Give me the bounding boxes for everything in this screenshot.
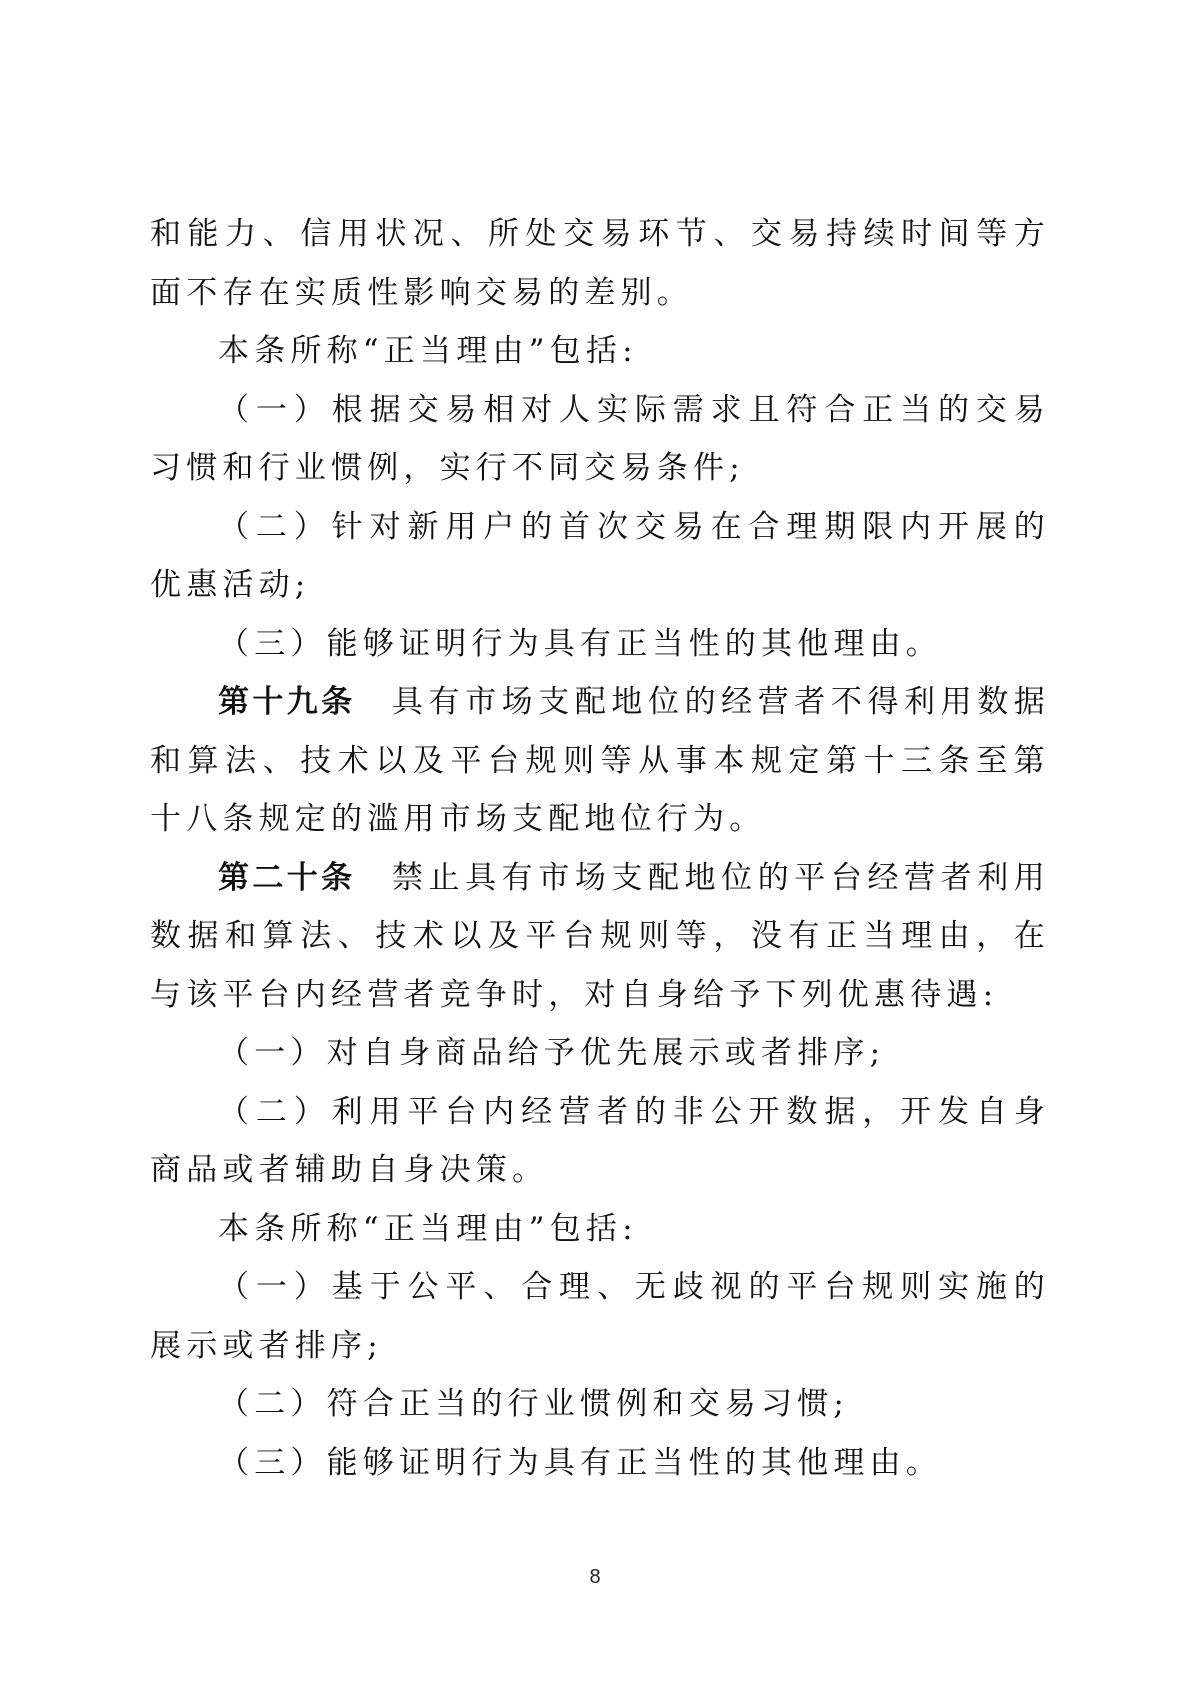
paragraph-list-item: （三）能够证明行为具有正当性的其他理由。 <box>218 1444 942 1481</box>
article-label: 第二十条 <box>218 859 356 896</box>
paragraph-list-item: （二）符合正当的行业惯例和交易习惯; <box>218 1386 850 1422</box>
paragraph-list-item: （一）对自身商品给予优先展示或者排序; <box>218 1035 886 1071</box>
article-20 <box>150 849 1050 1025</box>
paragraph-continuation: 和能力、信用状况、所处交易环节、交易持续时间等方面不存在实质性影响交易的差别。 <box>150 216 1050 311</box>
article-19 <box>150 673 1050 849</box>
paragraph-list-item: （一）基于公平、合理、无歧视的平台规则实施的展示或者排序; <box>150 1269 1050 1364</box>
page-number: 8 <box>589 1566 601 1588</box>
paragraph-justification-intro: 本条所称“正当理由”包括: <box>218 333 638 369</box>
paragraph-list-item: （二）利用平台内经营者的非公开数据，开发自身商品或者辅助自身决策。 <box>150 1093 1050 1188</box>
article-text: 禁止具有市场支配地位的平台经营者利用数据和算法、技术以及平台规则等，没有正当理由，在与该平台内经营者竞争时，对自身给予下列优惠待遇: <box>150 859 1050 1013</box>
paragraph-justification-intro: 本条所称“正当理由”包括: <box>218 1210 638 1247</box>
article-text: 具有市场支配地位的经营者不得利用数据和算法、技术以及平台规则等从事本规定第十三条至第十八条规定的滥用市场支配地位行为。 <box>150 684 1050 837</box>
paragraph-list-item: （二）针对新用户的首次交易在合理期限内开展的优惠活动; <box>150 508 1050 603</box>
body-text <box>150 205 1050 1492</box>
article-label: 第十九条 <box>218 684 356 720</box>
paragraph-list-item: （一）根据交易相对人实际需求且符合正当的交易习惯和行业惯例，实行不同交易条件; <box>150 391 1050 486</box>
paragraph-list-item: （三）能够证明行为具有正当性的其他理由。 <box>218 625 942 662</box>
